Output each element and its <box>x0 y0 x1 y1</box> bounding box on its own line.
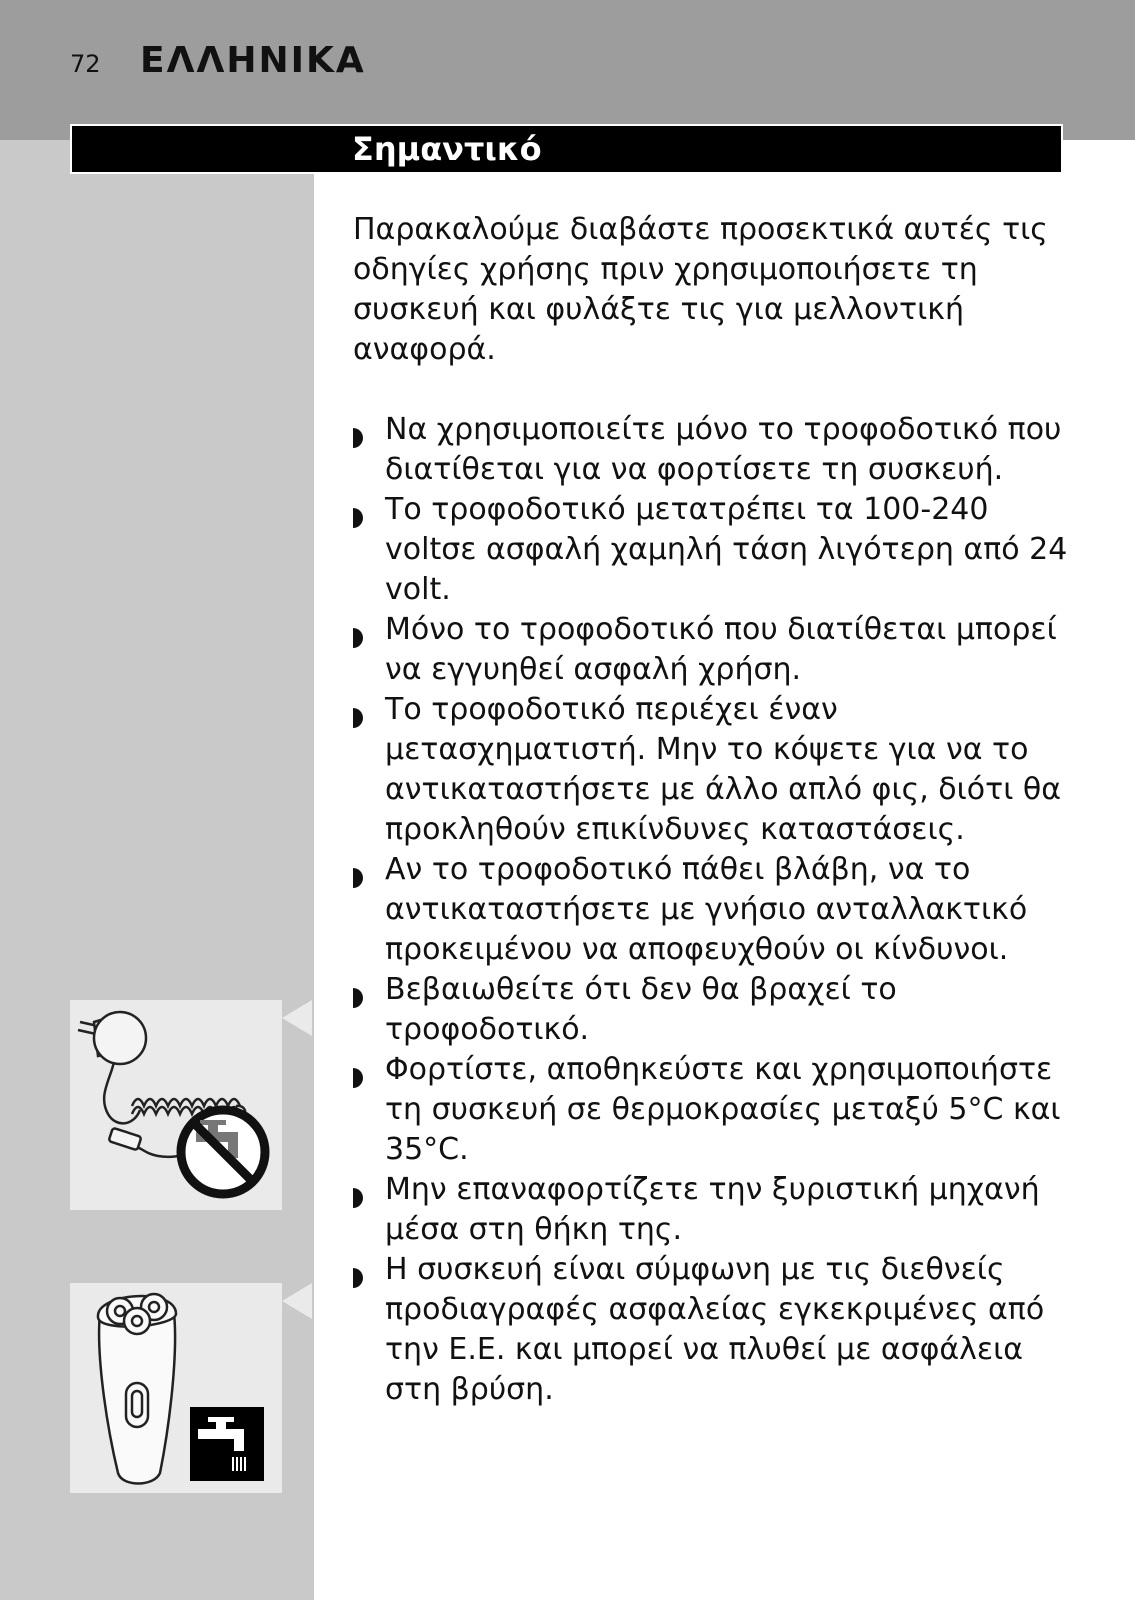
intro-paragraph: Παρακαλούμε διαβάστε προσεκτικά αυτές τις οδηγίες χρήσης πριν χρησιμοποιήσετε τη συσκευή και φυλάξτε τις για μελλοντική αναφορά. <box>353 212 1048 367</box>
bullet-icon <box>353 1188 363 1208</box>
bullet-icon <box>353 1068 363 1088</box>
list-item-text: Η συσκευή είναι σύμφωνη με τις διεθνείς προδιαγραφές ασφαλείας εγκεκριμένες από την Ε.Ε. και μπορεί να πλυθεί με ασφάλεια στη βρύση. <box>385 1252 1045 1407</box>
shaver-under-tap-icon <box>70 1283 282 1493</box>
list-item <box>353 970 1083 1050</box>
list-item-text: Φορτίστε, αποθηκεύστε και χρησιμοποιήστε τη συσκευή σε θερμοκρασίες μεταξύ 5°C και 35°C. <box>385 1052 1061 1167</box>
bullet-icon <box>353 708 363 728</box>
list-item <box>353 610 1083 690</box>
list-item-text: Να χρησιμοποιείτε μόνο το τροφοδοτικό που διατίθεται για να φορτίσετε τη συσκευή. <box>385 412 1062 487</box>
list-item <box>353 1250 1083 1410</box>
adapter-no-water-icon <box>70 1000 282 1210</box>
figure-pointer <box>282 1000 312 1036</box>
shaver-figure <box>70 1283 282 1493</box>
list-item <box>353 1170 1083 1250</box>
figure-pointer <box>282 1283 312 1319</box>
section-title: Σημαντικό <box>352 130 542 168</box>
list-item <box>353 490 1083 610</box>
list-item-text: Βεβαιωθείτε ότι δεν θα βραχεί το τροφοδοτικό. <box>385 972 897 1047</box>
list-item-text: Αν το τροφοδοτικό πάθει βλάβη, να το αντικαταστήσετε με γνήσιο ανταλλακτικό προκειμένου να αποφευχθούν οι κίνδυνοι. <box>385 852 1028 967</box>
bullet-icon <box>353 628 363 648</box>
section-title-bar <box>70 124 1063 174</box>
bullet-icon <box>353 988 363 1008</box>
list-item <box>353 410 1083 490</box>
safety-instructions-list <box>353 410 1083 1410</box>
list-item-text: Το τροφοδοτικό μετατρέπει τα 100-240 voltσε ασφαλή χαμηλή τάση λιγότερη από 24 volt. <box>385 492 1068 607</box>
bullet-icon <box>353 508 363 528</box>
language-heading: ΕΛΛΗΝΙΚΑ <box>140 40 366 81</box>
list-item-text: Το τροφοδοτικό περιέχει έναν μετασχηματιστή. Μην το κόψετε για να το αντικαταστήσετε με άλλο απλό φις, διότι θα προκληθούν επικίνδυνες καταστάσεις. <box>385 692 1062 847</box>
list-item <box>353 690 1083 850</box>
list-item <box>353 1050 1083 1170</box>
list-item <box>353 850 1083 970</box>
bullet-icon <box>353 1268 363 1288</box>
adapter-figure <box>70 1000 282 1210</box>
bullet-icon <box>353 868 363 888</box>
list-item-text: Μόνο το τροφοδοτικό που διατίθεται μπορεί να εγγυηθεί ασφαλή χρήση. <box>385 612 1057 687</box>
list-item-text: Μην επαναφορτίζετε την ξυριστική μηχανή μέσα στη θήκη της. <box>385 1172 1040 1247</box>
page-number: 72 <box>70 50 101 78</box>
bullet-icon <box>353 428 363 448</box>
